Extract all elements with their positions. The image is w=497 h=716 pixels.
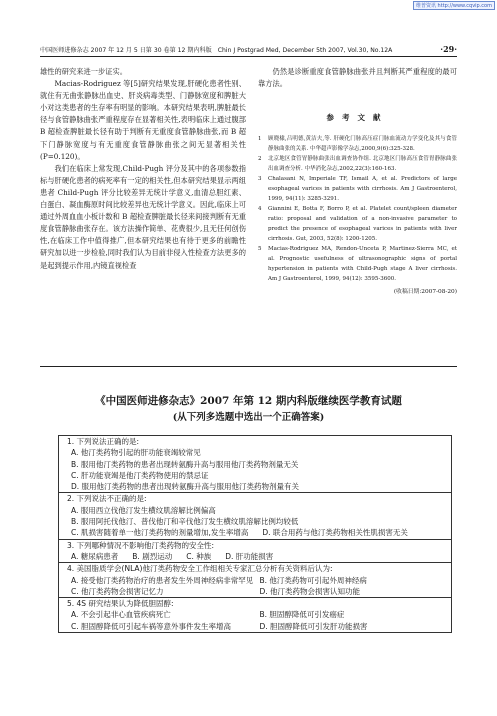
answer-option: C. 肌损害随着单一他汀类药物的剂量增加,发生率增高 xyxy=(71,528,249,538)
answer-option: B. 他汀类药物可引起外周神经病 xyxy=(259,575,367,585)
quiz-title: 《中国医师进修杂志》2007 年第 12 期内科版继续医学教育试题 xyxy=(95,395,402,407)
quiz-question xyxy=(59,435,451,492)
section-divider xyxy=(40,366,457,367)
answer-option: C. 种族 xyxy=(186,551,212,561)
quiz-question xyxy=(59,539,451,563)
reference-text: Chalasani N, Imperiale TF, Ismail A, et al. Predictors of large esophageal varices in patients with cirrhosis. Am J Gastroenterol, 1999, 94(11): 3285-3291. xyxy=(268,176,457,203)
answer-options xyxy=(62,551,448,562)
reference-item xyxy=(258,174,457,204)
reference-item xyxy=(258,134,457,154)
reference-number: 2 xyxy=(258,156,262,163)
question-list xyxy=(58,435,452,633)
answer-options xyxy=(62,575,448,598)
reference-text: 顾晓棣,吕明德,黄洁夫,等. 肝硬化门脉高压症门脉血流动力学变化及其与食管静脉曲张的关系. 中华超声影像学杂志,2000,9(6):325-328. xyxy=(268,136,457,153)
question-stem: 5. 4S 研究结果认为降低胆固醇: xyxy=(67,599,174,609)
answer-option: C. 胆固醇降低可引起车祸等意外事件发生率增高 xyxy=(71,621,232,631)
page-number: ·29· xyxy=(440,44,457,54)
question-stem: 1. 下列说法正确的是: xyxy=(67,437,140,446)
reference-item xyxy=(258,244,457,284)
body-paragraph: 我们在临床上常发现,Child-Pugh 评分及其中的各项参数指标与肝硬化患者的病死率有一定的相关性,但本研究结果显示两组患者 Child-Pugh 评分比较差异无统计学意义,血清总胆红素、白蛋白、凝血酶原时间比较差异也无统计学意义。因此,临床上可通过外周血血小板计数和 B 超检查脾脏最长径来间接判断有无重度食管静脉曲张存在。该方法操作简单、花费很少,且无任何创伤性,在临床工作中值得推广,但本研究结果也有待于更多的前瞻性研究加以进一步检验,同时我们认为目前非侵入性检查方法更多的是起到提示作用,内镜直视检查 xyxy=(40,163,246,270)
answer-option: C. 他汀类药物会损害记忆力 xyxy=(71,586,164,596)
header-journal-info: 中国医师进修杂志 2007 年 12 月 5 日第 30 卷第 12 期内科版 Chin J Postgrad Med, December 5th 2007, Vol.30, No.12A xyxy=(40,47,393,54)
quiz-box xyxy=(58,435,452,633)
references-title: 参考文献 xyxy=(326,113,389,123)
answer-option: D. 肝功能损害 xyxy=(225,551,274,561)
running-header xyxy=(40,42,457,57)
reference-text: Macias-Rodriguez MA, Rendon-Unceta P, Martinez-Sierra MC, et al. Prognostic usefulness of ultrasonographic signs of portal hypertension in patients with Child-Pugh stage A liver cirrhosis. Am J Gastroenterol, 1999, 94(12): 3595-3600. xyxy=(268,246,457,283)
question-stem: 3. 下列哪种情况不影响他汀类药物的安全性: xyxy=(67,540,215,550)
quiz-question xyxy=(59,562,451,597)
quiz-subtitle: (从下列多选题中选出一个正确答案) xyxy=(172,412,325,423)
answer-option: A. 不会引起非心血管疾病死亡 xyxy=(71,610,171,620)
right-column xyxy=(258,66,457,298)
answer-option: B. 服用他汀类药物的患者出现转氨酶升高与服用他汀类药物剂量无关 xyxy=(71,459,299,469)
reference-number: 3 xyxy=(258,176,262,183)
received-date: (收稿日期:2007-08-20) xyxy=(393,289,457,296)
reference-text: 北京地区食管胃静脉曲张出血调查协作组. 北京地区门脉高压食管胃静脉曲张出血调查分析. 中华消化杂志,2002,22(3):160-163. xyxy=(268,156,457,173)
reference-item xyxy=(258,204,457,244)
answer-option: D. 胆固醇降低可引发肝功能损害 xyxy=(259,621,368,631)
answer-options xyxy=(62,505,448,539)
answer-options xyxy=(62,609,448,632)
answer-option: D. 联合用药与他汀类药物相关性肌损害无关 xyxy=(262,528,408,538)
left-column xyxy=(40,66,246,272)
answer-option: A. 服用西立伐他汀发生横纹肌溶解比例偏高 xyxy=(71,505,216,515)
answer-option: A. 糖尿病患者 xyxy=(71,551,119,561)
body-paragraph: 雄性的研究来进一步证实。 xyxy=(40,67,128,76)
question-stem: 4. 美国脂质学会(NLA)他汀类药物安全工作组相关专家汇总分析有关资料后认为: xyxy=(67,564,333,574)
reference-item xyxy=(258,154,457,174)
answer-options xyxy=(62,447,448,492)
reference-text: Giannini E, Botta F, Borro P, et al. Platelet count/spleen diameter ratio: proposal and validation of a non-invasive parameter to predict the presence of esophageal varices in patients with liver cirrhosis. Gut, 2003, 52(8): 1200-1205. xyxy=(268,206,457,243)
answer-option: B. 服用阿托伐他汀、普伐他汀和辛伐他汀发生横纹肌溶解比例均较低 xyxy=(71,517,299,527)
reference-number: 4 xyxy=(258,206,262,213)
answer-option: B. 剧烈运动 xyxy=(132,551,173,561)
watermark-label: 维普资讯 http://www.cqvip.com xyxy=(413,1,495,10)
quiz-question xyxy=(59,492,451,538)
answer-option: D. 服用他汀类药物的患者出现转氨酶升高与服用他汀类药物剂量有关 xyxy=(71,482,300,492)
question-stem: 2. 下列说法不正确的是: xyxy=(67,494,147,504)
answer-option: B. 胆固醇降低可引发癌症 xyxy=(259,610,345,620)
right-paragraph: 仍然是诊断重度食管静脉曲张并且判断其严重程度的最可靠方法。 xyxy=(258,67,457,89)
reference-number: 5 xyxy=(258,246,262,253)
reference-list xyxy=(258,134,457,284)
quiz-question xyxy=(59,597,451,633)
answer-option: D. 他汀类药物会损害认知功能 xyxy=(259,586,361,596)
answer-option: C. 肝功能衰竭是他汀类药物使用的禁忌证 xyxy=(71,470,209,480)
answer-option: A. 接受他汀类药物治疗的患者发生外周神经病非常罕见 xyxy=(71,575,254,585)
reference-number: 1 xyxy=(258,136,262,143)
answer-option: A. 他汀类药物引起的肝功能衰竭较常见 xyxy=(71,448,201,458)
body-paragraph: Macias-Rodriguez 等[5]研究结果发现,肝硬化患者性别、就住有无曲张静脉出血史、肝炎病毒类型、门静脉宽度和脾脏大小对这类患者的生存率有明显的影响。本研究结果表明,脾脏最长径与食管静脉曲张严重程度存在显著相关性,表明临床上通过腹部 B 超检查脾脏最长径有助于判断有无重度食管静脉曲张,而 B 超下门静脉宽度与有无重度食管静脉曲张之间无显著相关性(P=0.120)。 xyxy=(40,79,246,161)
